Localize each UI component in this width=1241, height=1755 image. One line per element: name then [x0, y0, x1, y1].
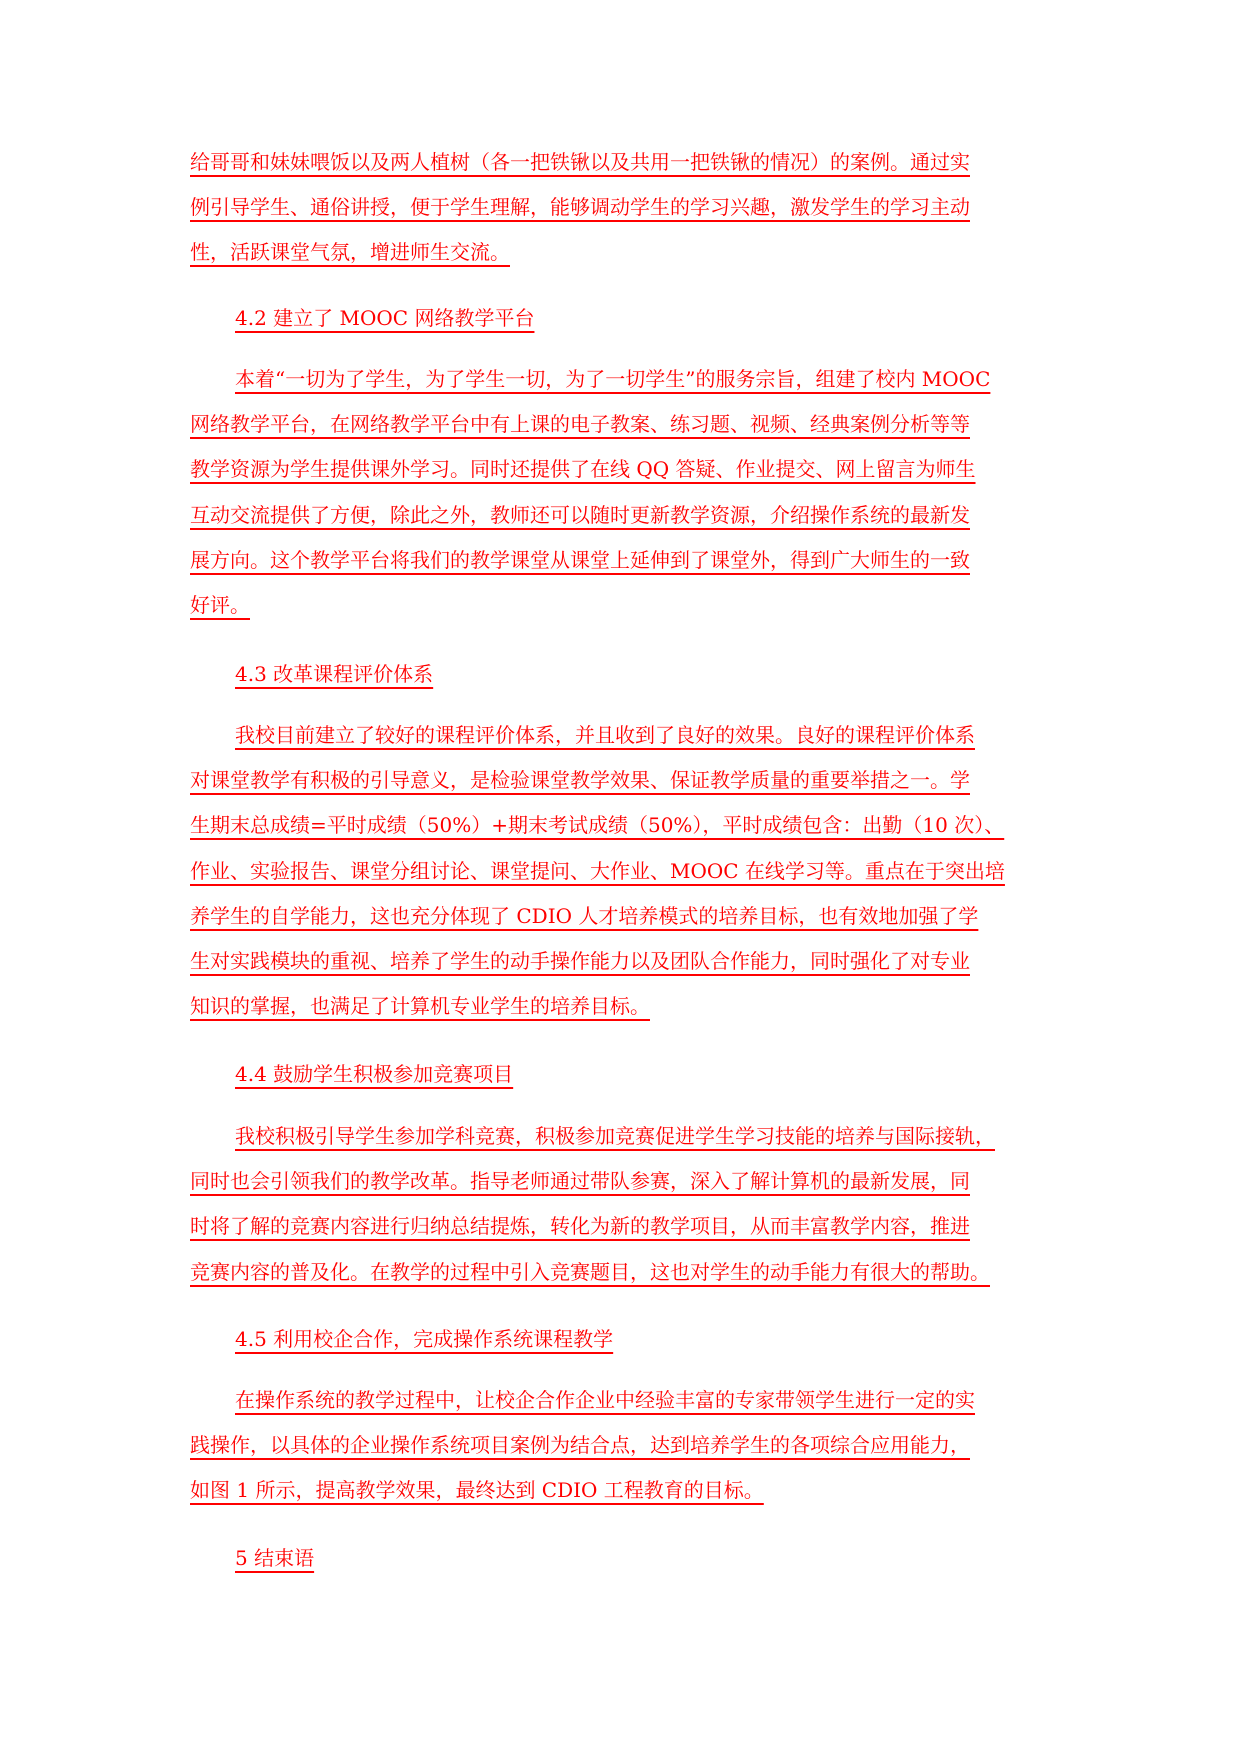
paragraph-line: 网络教学平台，在网络教学平台中有上课的电子教案、练习题、视频、经典案例分析等等	[190, 412, 970, 437]
paragraph-line: 我校目前建立了较好的课程评价体系，并且收到了良好的效果。良好的课程评价体系	[235, 723, 975, 747]
section-4-3-paragraph	[190, 713, 1050, 1029]
paragraph-line: 教学资源为学生提供课外学习。同时还提供了在线 QQ 答疑、作业提交、网上留言为师生	[190, 457, 976, 482]
section-4-2-paragraph	[190, 357, 1050, 628]
paragraph-line: 例引导学生、通俗讲授，便于学生理解，能够调动学生的学习兴趣，激发学生的学习主动	[190, 195, 970, 220]
paragraph-line: 生期末总成绩=平时成绩（50%）+期末考试成绩（50%），平时成绩包含：出勤（10 次）、	[190, 813, 1005, 838]
section-4-4-paragraph	[190, 1114, 1050, 1295]
paragraph-line: 同时也会引领我们的教学改革。指导老师通过带队参赛，深入了解计算机的最新发展，同	[190, 1169, 970, 1194]
section-heading-4-5: 4.5 利用校企合作，完成操作系统课程教学	[235, 1327, 614, 1351]
section-heading-4-2: 4.2 建立了 MOOC 网络教学平台	[235, 306, 535, 330]
paragraph-line: 生对实践模块的重视、培养了学生的动手操作能力以及团队合作能力，同时强化了对专业	[190, 949, 970, 974]
paragraph-line: 养学生的自学能力，这也充分体现了 CDIO 人才培养模式的培养目标，也有效地加强了学	[190, 903, 979, 928]
paragraph-line: 时将了解的竞赛内容进行归纳总结提炼，转化为新的教学项目，从而丰富教学内容，推进	[190, 1214, 970, 1239]
paragraph-line: 互动交流提供了方便，除此之外，教师还可以随时更新教学资源，介绍操作系统的最新发	[190, 502, 970, 527]
section-heading-4-3: 4.3 改革课程评价体系	[235, 662, 434, 686]
paragraph-line: 知识的掌握，也满足了计算机专业学生的培养目标。	[190, 994, 650, 1019]
paragraph-line: 给哥哥和妹妹喂饭以及两人植树（各一把铁锹以及共用一把铁锹的情况）的案例。通过实	[190, 150, 970, 174]
paragraph-line: 我校积极引导学生参加学科竞赛，积极参加竞赛促进学生学习技能的培养与国际接轨，	[235, 1124, 995, 1148]
paragraph-line: 对课堂教学有积极的引导意义，是检验课堂教学效果、保证教学质量的重要举措之一。学	[190, 768, 970, 793]
paragraph-line: 竞赛内容的普及化。在教学的过程中引入竞赛题目，这也对学生的动手能力有很大的帮助。	[190, 1259, 990, 1284]
paragraph-line: 如图 1 所示，提高教学效果，最终达到 CDIO 工程教育的目标。	[190, 1478, 764, 1503]
paragraph-line: 展方向。这个教学平台将我们的教学课堂从课堂上延伸到了课堂外，得到广大师生的一致	[190, 547, 970, 572]
paragraph-line: 好评。	[190, 593, 250, 618]
intro-paragraph	[190, 140, 1050, 276]
paragraph-line: 作业、实验报告、课堂分组讨论、课堂提问、大作业、MOOC 在线学习等。重点在于突出培	[190, 858, 1005, 883]
paragraph-line: 性，活跃课堂气氛，增进师生交流。	[190, 240, 510, 265]
section-heading-5: 5 结束语	[235, 1546, 315, 1570]
section-4-5-paragraph	[190, 1378, 1050, 1514]
section-heading-4-4: 4.4 鼓励学生积极参加竞赛项目	[235, 1062, 514, 1086]
paragraph-line: 本着“一切为了学生，为了学生一切，为了一切学生”的服务宗旨，组建了校内 MOOC	[235, 367, 991, 391]
paragraph-line: 在操作系统的教学过程中，让校企合作企业中经验丰富的专家带领学生进行一定的实	[235, 1388, 975, 1412]
paragraph-line: 践操作，以具体的企业操作系统项目案例为结合点，达到培养学生的各项综合应用能力，	[190, 1433, 970, 1458]
